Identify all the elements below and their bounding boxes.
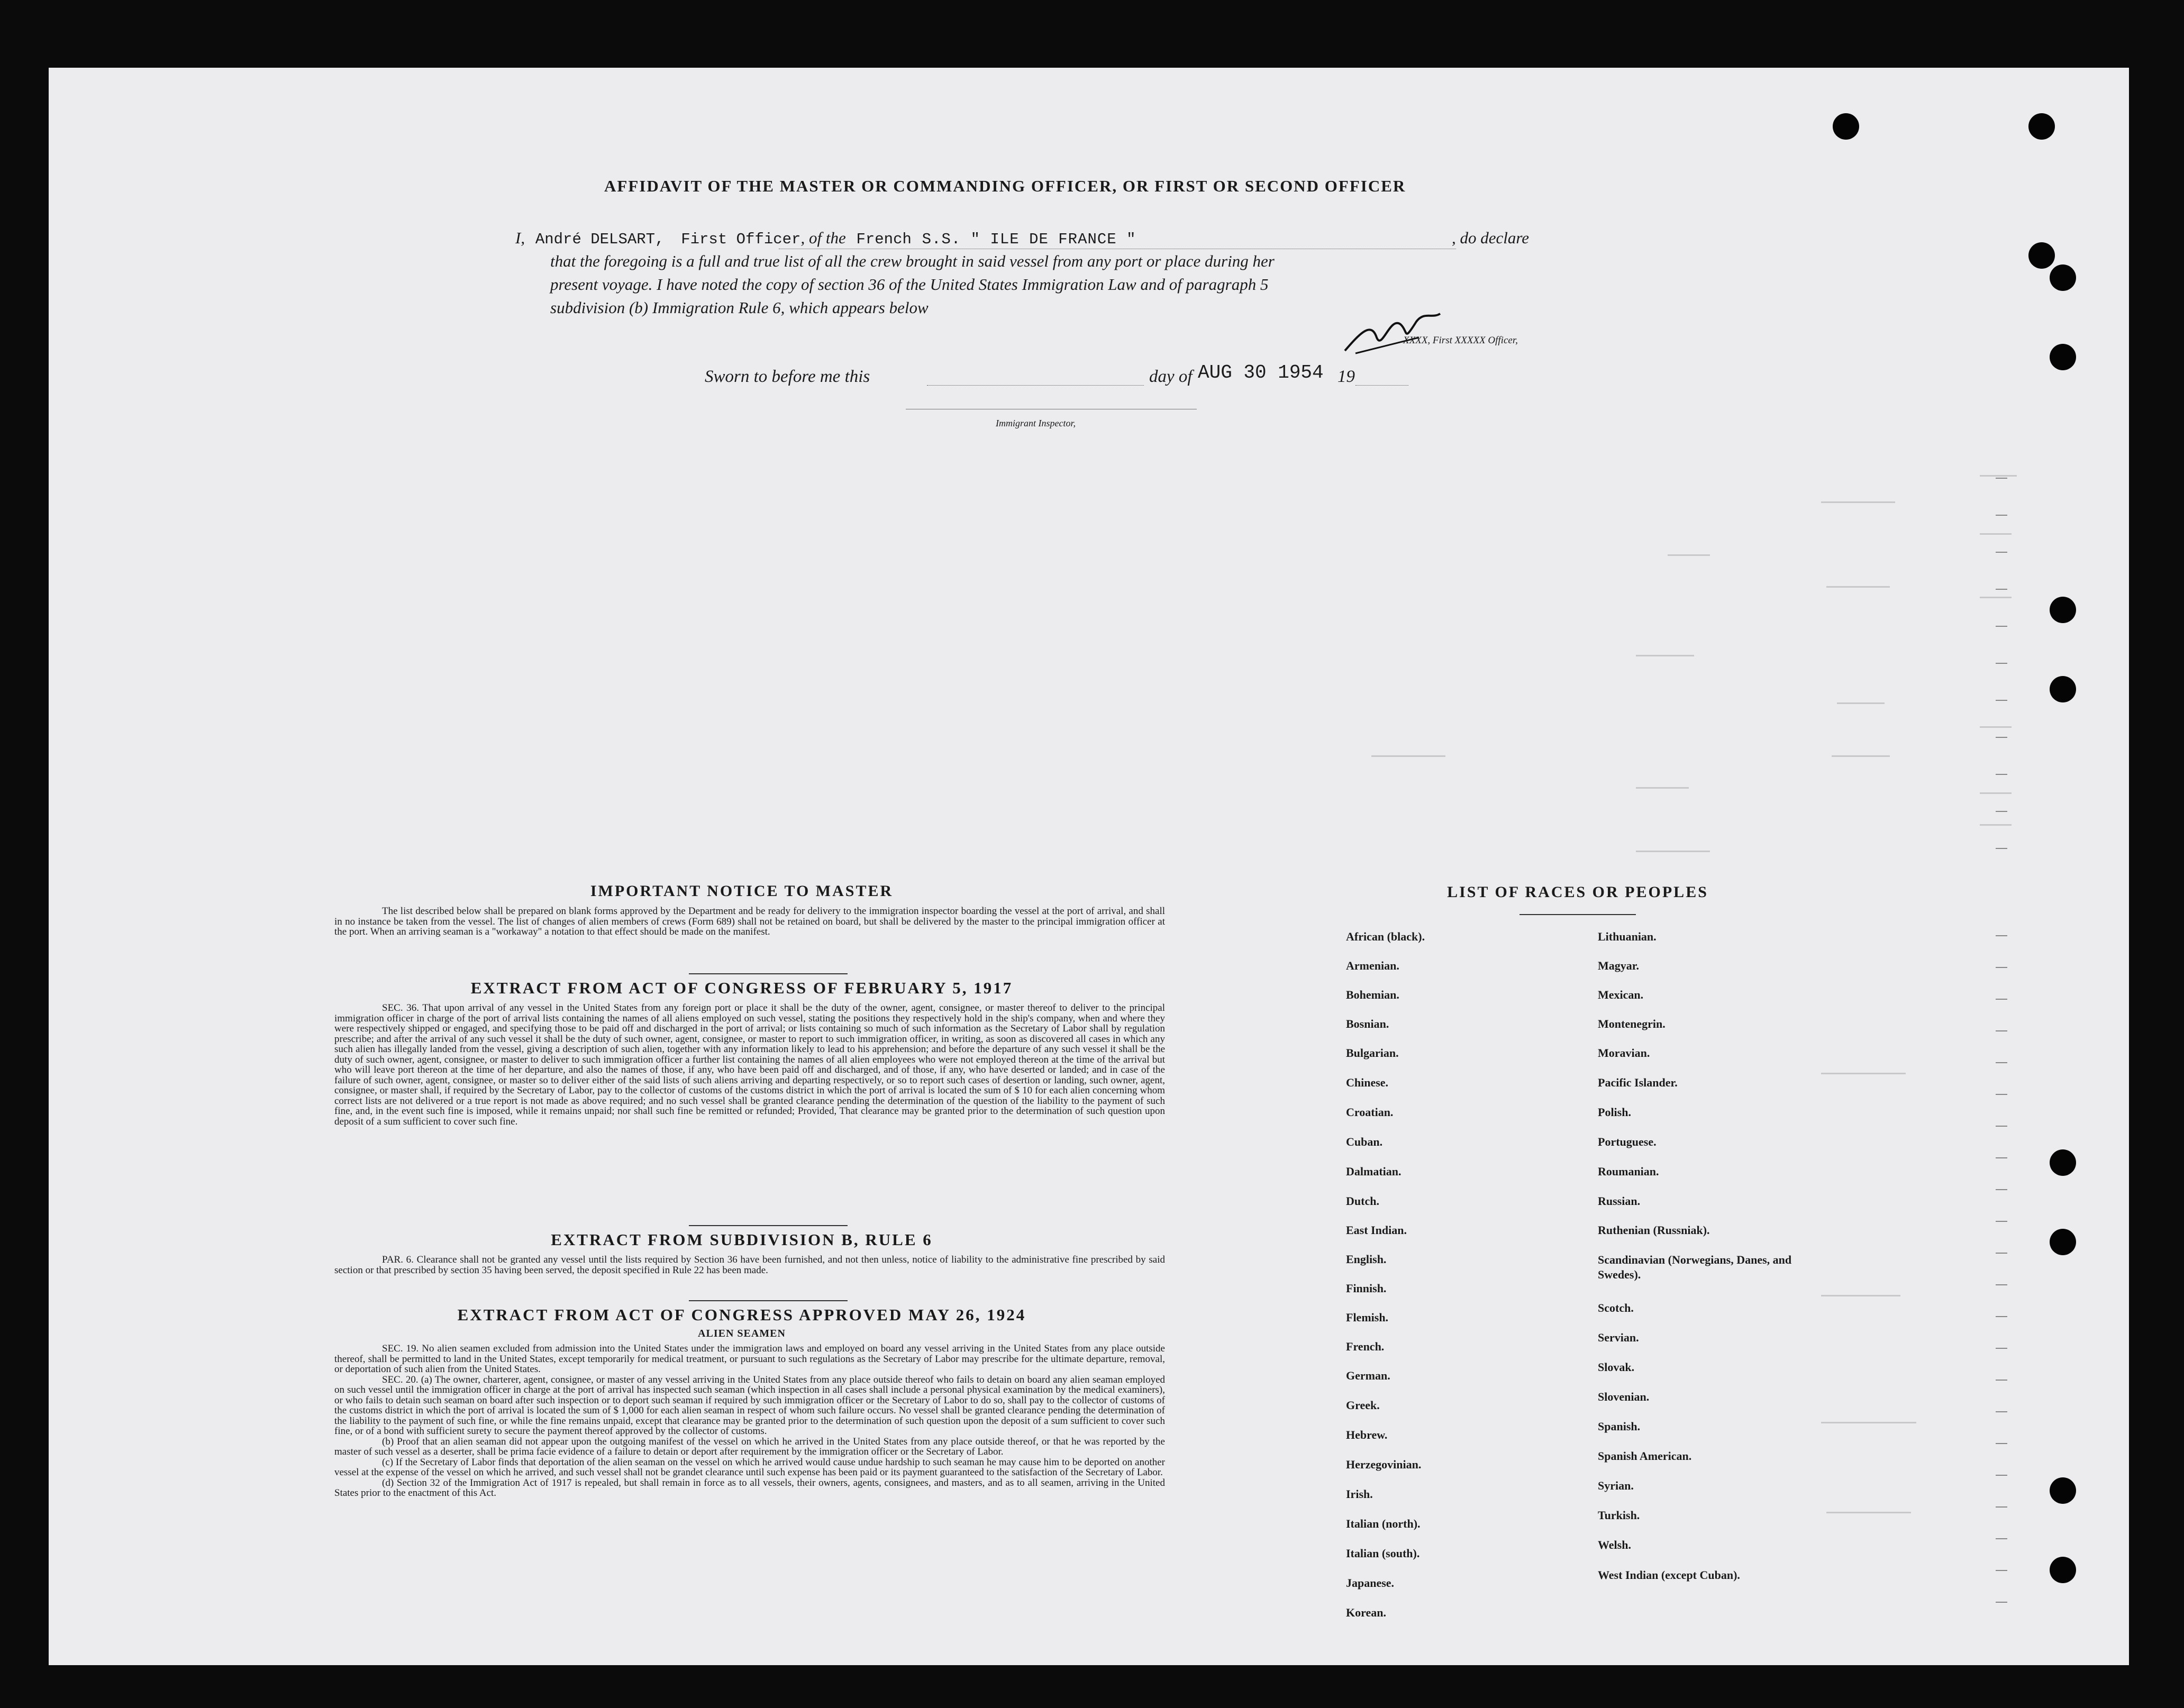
race-item: Armenian.: [1346, 959, 1399, 972]
race-item: Ruthenian (Russniak).: [1598, 1223, 1710, 1237]
punch-hole: [2050, 1229, 2076, 1255]
race-item: Mexican.: [1598, 988, 1644, 1001]
officer-signature: [1340, 300, 1445, 359]
race-item: Montenegrin.: [1598, 1017, 1666, 1030]
race-item: Spanish.: [1598, 1420, 1641, 1433]
race-item: Cuban.: [1346, 1135, 1383, 1148]
punch-hole: [2050, 676, 2076, 702]
document-page: [49, 68, 2129, 1665]
race-item: Scotch.: [1598, 1301, 1634, 1314]
rule-3: [689, 1300, 848, 1301]
race-item: Greek.: [1346, 1399, 1380, 1412]
race-item: Bulgarian.: [1346, 1046, 1399, 1059]
punch-hole: [2050, 597, 2076, 623]
decl-prefix: I,: [515, 229, 525, 247]
extract-1924-subtitle: ALIEN SEAMEN: [698, 1328, 786, 1339]
vessel-name: S.S. " ILE DE FRANCE ": [922, 231, 1136, 248]
inspector-label: Immigrant Inspector,: [996, 418, 1076, 428]
of-the: , of the: [800, 229, 846, 247]
sec-20c-paragraph: (c) If the Secretary of Labor finds that deportation of the alien seaman on the vessel on which he arrived would cause undue hardship to such seaman he may cause him to be deported on another vessel at the expense of the vessel on which he arrived, and such vessel shall not be grandet clearance until such expense has been paid or its payment guaranteed to the satisfaction of the Secretary of Labor.: [334, 1456, 1165, 1478]
race-item: Dutch.: [1346, 1194, 1379, 1208]
sec-20b-paragraph: (b) Proof that an alien seaman did not appear upon the outgoing manifest of the vessel on which he arrived in the United States from any place outside thereof, or that he was reported by the master of such vessel as a deserter, shall be prima facie evidence of a failure to detain or deport after requirement by the immigration officer or the Secretary of Labor.: [334, 1436, 1165, 1457]
race-item: African (black).: [1346, 930, 1425, 943]
do-declare: , do declare: [1452, 229, 1530, 247]
race-item: Slovak.: [1598, 1360, 1635, 1374]
day-of-text: day of: [1149, 367, 1193, 386]
race-item: Turkish.: [1598, 1509, 1640, 1522]
sec-20d-paragraph: (d) Section 32 of the Immigration Act of 1917 is repealed, but shall remain in force as to all vessels, their owners, agents, consignees, and masters, and as to all seamen, arriving in the United States prior to the enactment of this Act.: [334, 1477, 1165, 1499]
punch-hole: [2050, 1149, 2076, 1176]
race-item: Bohemian.: [1346, 988, 1399, 1001]
race-item: Dalmatian.: [1346, 1165, 1402, 1178]
year-line: [1355, 385, 1408, 386]
race-item: Magyar.: [1598, 959, 1640, 972]
declaration-line-4: subdivision (b) Immigration Rule 6, which appears below: [550, 298, 929, 317]
sec-20a-paragraph: SEC. 20. (a) The owner, charterer, agent, consignee, or master of any vessel arriving in the United States from any place outside thereof who fails to detain on board any alien seaman employed on such vessel until the immigration officer in charge at the port of arrival has inspected such seaman (which inspection in all cases shall include a personal physical examination by the medical examiners), or who fails to detain such seaman on board after such inspection or to deport such seaman if required by such immigration officer or the Secretary of Labor to do so, shall pay to the collector of customs of the customs district in which the port of arrival is located the sum of $ 1,000 for each alien seaman in respect of whom such failure occurs. No vessel shall be granted clearance pending the determination of the liability to the payment of such fine, or while the fine remains unpaid, except that clearance may be granted prior to the determination of such question upon the deposit of a sum sufficient to cover such fine, or of a bond with sufficient surety to secure the payment thereof approved by the collector of customs.: [334, 1374, 1165, 1437]
declaration-line-2: that the foregoing is a full and true list of all the crew brought in said vessel from any port or place during her: [550, 252, 1275, 270]
race-item: Irish.: [1346, 1487, 1373, 1501]
race-item: Russian.: [1598, 1194, 1641, 1208]
race-item: Hebrew.: [1346, 1428, 1388, 1441]
punch-hole: [2028, 113, 2055, 140]
year-prefix: 19: [1337, 367, 1355, 386]
race-item: Chinese.: [1346, 1076, 1389, 1089]
race-item: Korean.: [1346, 1606, 1386, 1619]
race-item: Finnish.: [1346, 1282, 1387, 1295]
rule-2: [689, 1225, 848, 1226]
race-item: West Indian (except Cuban).: [1598, 1568, 1740, 1582]
race-item: Lithuanian.: [1598, 930, 1657, 943]
races-rule: [1519, 914, 1636, 915]
race-item: Herzegovinian.: [1346, 1458, 1422, 1471]
race-item: Welsh.: [1598, 1538, 1631, 1551]
officer-rank: First Officer: [681, 231, 801, 248]
officer-name: André DELSART,: [535, 231, 665, 248]
notice-title: IMPORTANT NOTICE TO MASTER: [590, 882, 894, 900]
race-item: Italian (south).: [1346, 1547, 1420, 1560]
race-item: Bosnian.: [1346, 1017, 1389, 1030]
race-item: Croatian.: [1346, 1106, 1394, 1119]
punch-hole: [2050, 1557, 2076, 1583]
race-item: Pacific Islander.: [1598, 1076, 1678, 1089]
race-item: German.: [1346, 1369, 1390, 1382]
extract-1917-title: EXTRACT FROM ACT OF CONGRESS OF FEBRUARY 5, 1917: [470, 979, 1013, 997]
vessel-nationality: French: [856, 231, 912, 248]
punch-hole: [2050, 1477, 2076, 1504]
sec-19-paragraph: SEC. 19. No alien seamen excluded from admission into the United States under the immigration laws and employed on board any vessel arriving in the United States from any place outside thereof, shall be permitted to land in the United States, except temporarily for medical treatment, or pursuant to such regulations as the Secretary of Labor may prescribe for the ultimate departure, removal, or deportation of such alien from the United States.: [334, 1343, 1165, 1375]
race-item: Syrian.: [1598, 1479, 1634, 1492]
race-item: Slovenian.: [1598, 1390, 1650, 1403]
date-stamp: AUG 30 1954: [1198, 362, 1324, 383]
race-item: Scandinavian (Norwegians, Danes, and Swedes).: [1598, 1253, 1792, 1281]
races-title: LIST OF RACES OR PEOPLES: [1447, 883, 1708, 901]
extract-1924-body: [334, 1344, 1165, 1499]
affidavit-title: AFFIDAVIT OF THE MASTER OR COMMANDING OFFICER, OR FIRST OR SECOND OFFICER: [604, 177, 1406, 195]
race-item: French.: [1346, 1340, 1385, 1353]
race-item: Italian (north).: [1346, 1517, 1421, 1530]
race-item: Roumanian.: [1598, 1165, 1659, 1178]
extract-1917-body: SEC. 36. That upon arrival of any vessel in the United States from any foreign port or place it shall be the duty of the owner, agent, consignee, or master thereof to deliver to the principal immigration officer in charge of the port of arrival lists containing the names of all aliens employed on such vessel, stating the positions they respectively hold in the ship's company, when and where they were respectively shipped or engaged, and specifying those to be paid off and discharged in the port of arrival; or lists containing so much of such information as the Secretary of Labor shall by regulation prescribe; and after the arrival of any such vessel it shall be the duty of such owner, agent, consignee, or master to report to such immigration officer, in writing, as soon as discovered all cases in which any such alien has illegally landed from the vessel, giving a description of such alien, together with any information likely to lead to his apprehension; and before the departure of any such vessel it shall be the duty of such owner, agent, consignee, or master to deliver to such immigration officer a further list containing the names of all alien employees who were not employed thereon at the time of the arrival but who will leave port thereon at the time of her departure, and also the names of those, if any, who have been paid off and discharged, and of those, if any, who have deserted or landed; and in case of the failure of such owner, agent, consignee, or master so to deliver either of the said lists of such aliens arriving and departing respectively, or so to report such cases of desertion or landing, such owner, agent, consignee, or master shall, if required by the Secretary of Labor, pay to the collector of customs of the customs district in which the port of arrival is located the sum of $ 10 for each alien concerning whom correct lists are not delivered or a true report is not made as above required; and no such vessel shall be granted clearance pending the determination of the question of the liability to the payment of such fine, and, in the event such fine is imposed, while it remains unpaid; nor shall such fine be remitted or refunded; Provided, That clearance may be granted prior to the determination of such question upon deposit of a sum sufficient to cover such fine.: [334, 1002, 1165, 1127]
rule-1: [689, 973, 848, 974]
punch-hole: [1833, 113, 1859, 140]
declaration-line-1: [515, 226, 1136, 251]
race-item: Moravian.: [1598, 1046, 1650, 1059]
sworn-text: Sworn to before me this: [705, 367, 870, 386]
extract-rule6-body: PAR. 6. Clearance shall not be granted any vessel until the lists required by Section 36 have been furnished, and not then unless, notice of liability to the administrative fine prescribed by said section or that prescribed by section 35 having been served, the deposit specified in Rule 22 has been made.: [334, 1254, 1165, 1276]
race-item: Servian.: [1598, 1331, 1639, 1344]
declaration-line-3: present voyage. I have noted the copy of section 36 of the United States Immigration Law and of paragraph 5: [550, 275, 1269, 294]
punch-hole: [2028, 242, 2055, 269]
punch-hole: [2050, 344, 2076, 370]
sworn-day-line: [927, 385, 1144, 386]
race-item: Portuguese.: [1598, 1135, 1657, 1148]
extract-1924-title: EXTRACT FROM ACT OF CONGRESS APPROVED MAY 26, 1924: [457, 1305, 1026, 1324]
race-item: Spanish American.: [1598, 1449, 1692, 1463]
race-item: Japanese.: [1346, 1576, 1395, 1590]
punch-hole: [2050, 264, 2076, 291]
extract-rule6-title: EXTRACT FROM SUBDIVISION B, RULE 6: [551, 1230, 933, 1249]
race-item: East Indian.: [1346, 1223, 1407, 1237]
notice-body: The list described below shall be prepared on blank forms approved by the Department and be ready for delivery to the immigration inspector boarding the vessel at the port of arrival, and shall in no instance be taken from the vessel. The list of changes of alien members of crews (Form 689) shall not be retained on board, but shall be delivered by the master to the principal immigration officer at the port. When an arriving seaman is a "workaway" a notation to that effect should be made on the manifest.: [334, 906, 1165, 937]
race-item: Flemish.: [1346, 1311, 1389, 1324]
race-item: English.: [1346, 1253, 1387, 1266]
race-item: Polish.: [1598, 1106, 1631, 1119]
signature-caption: XXXX, First XXXXX Officer,: [1403, 335, 1518, 346]
